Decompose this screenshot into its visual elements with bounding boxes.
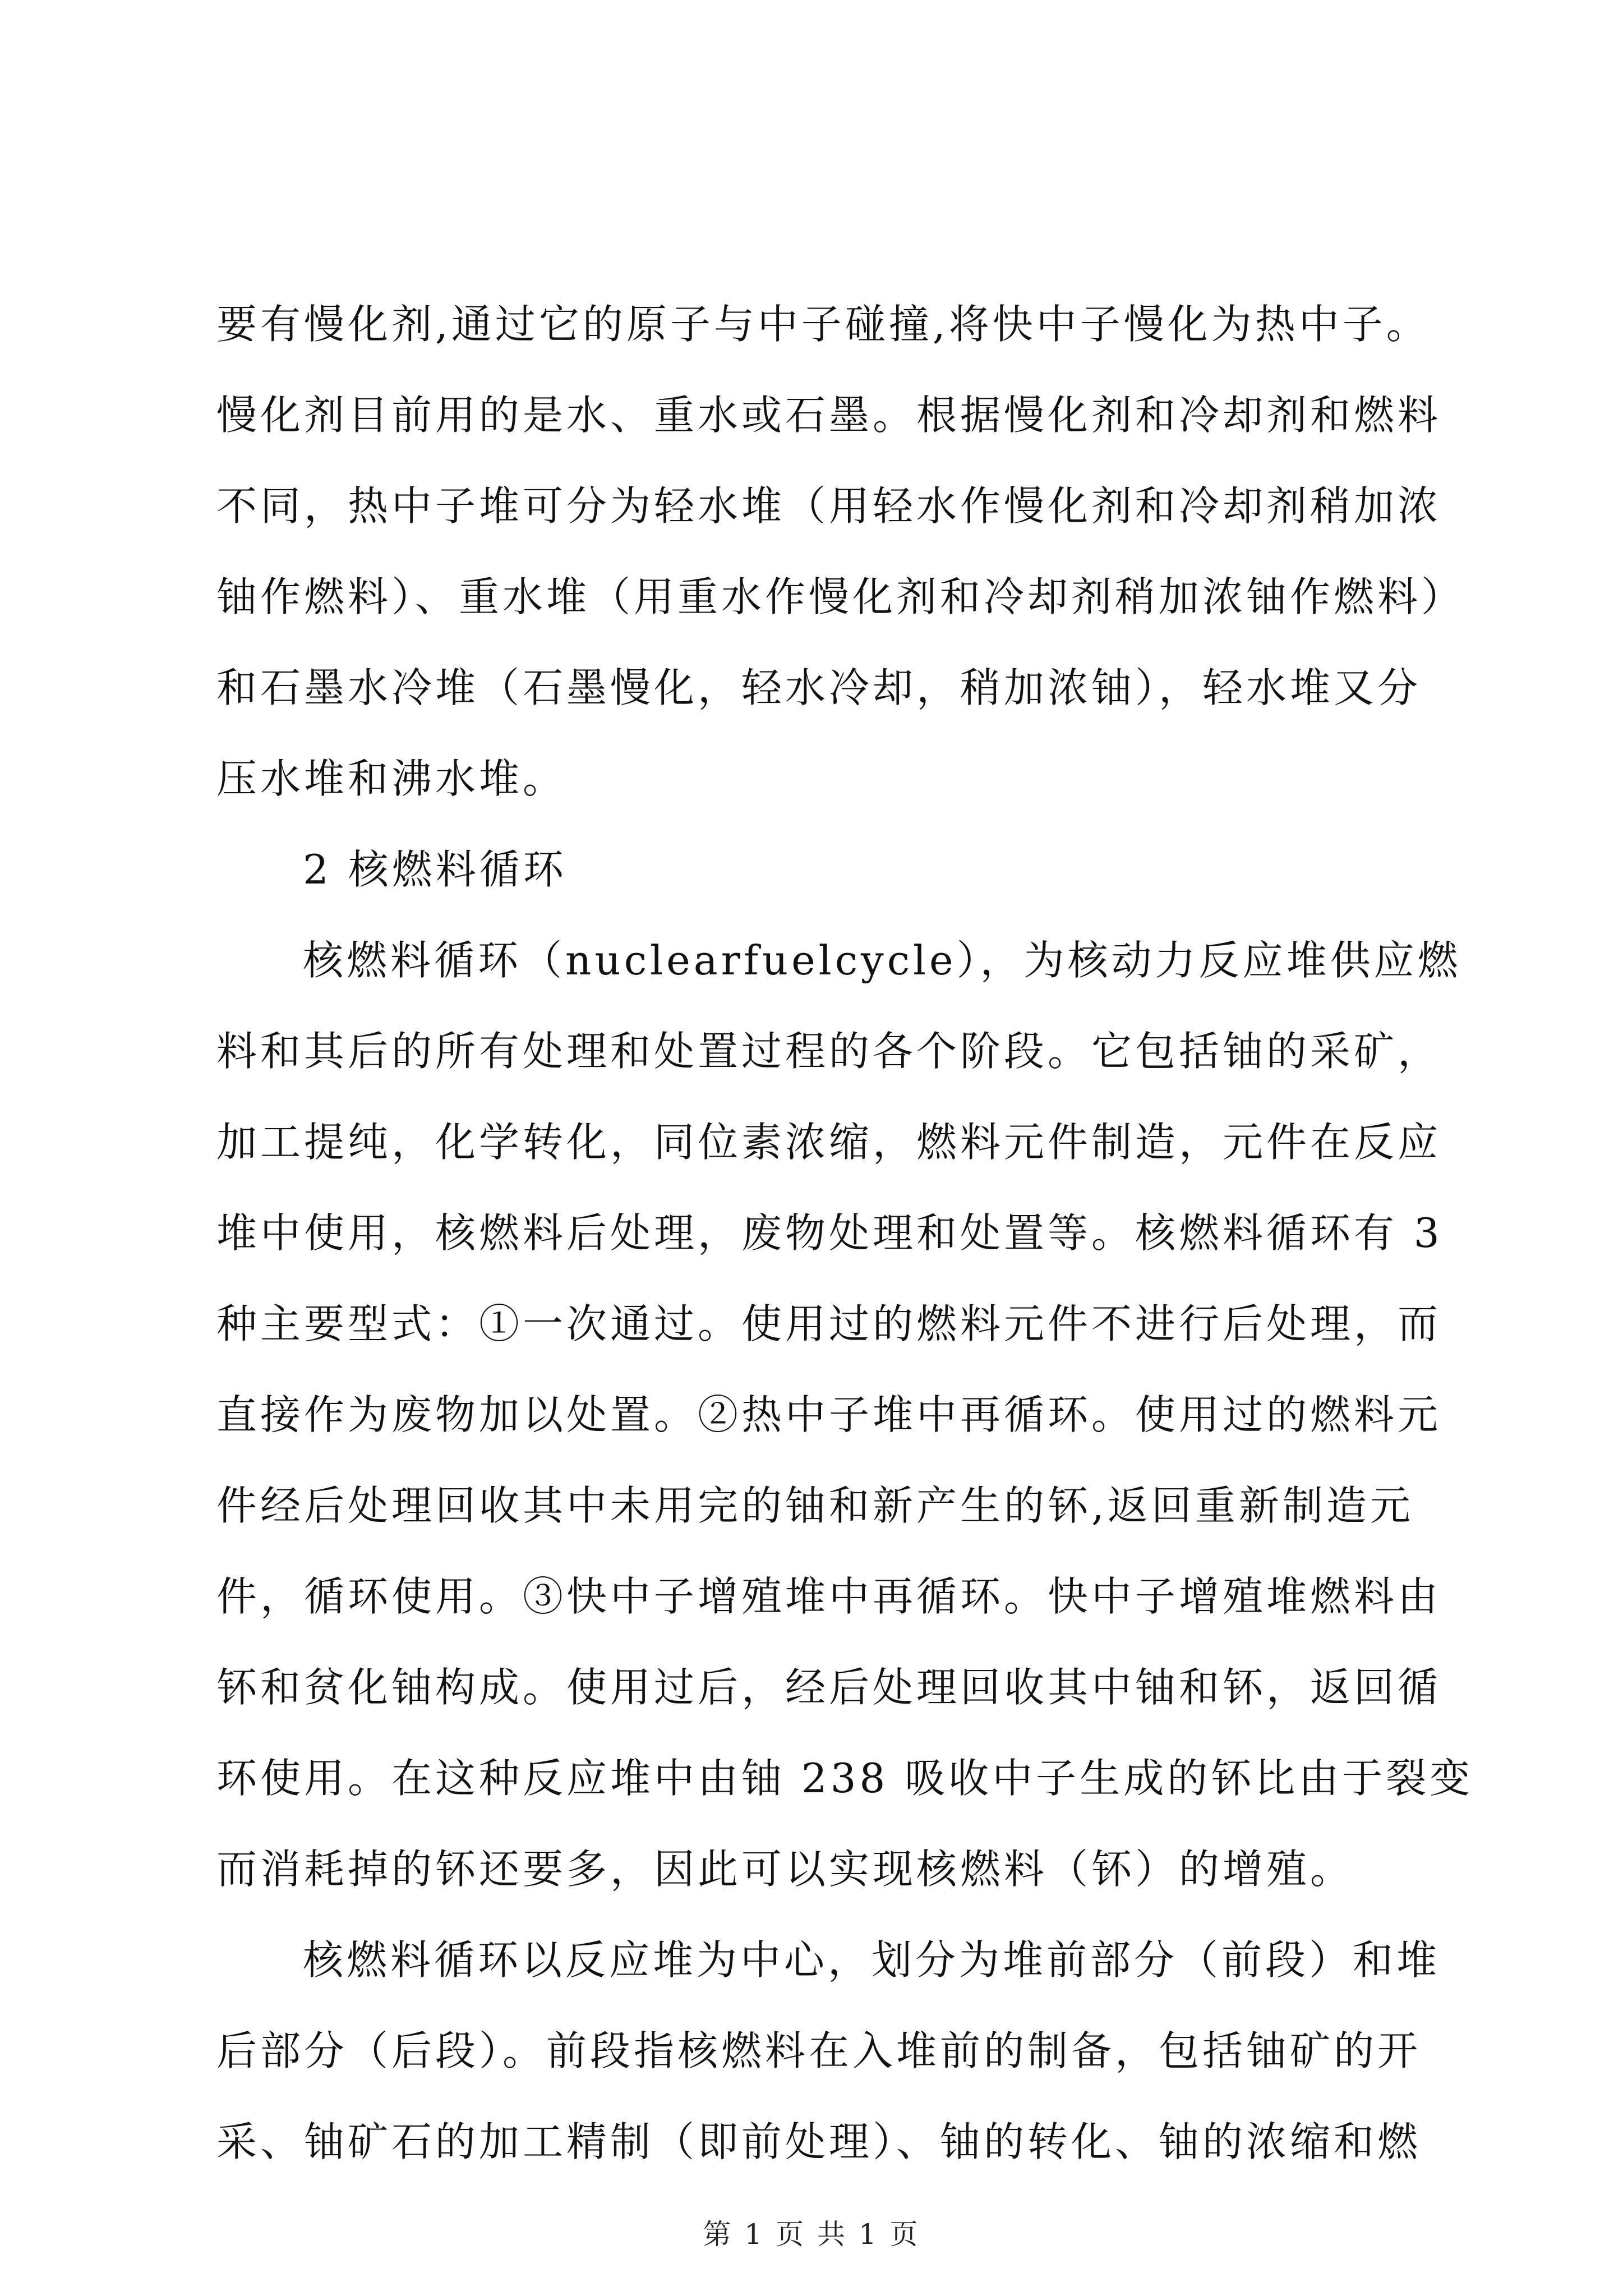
- paragraph-line: 和石墨水冷堆（石墨慢化，轻水冷却，稍加浓铀），轻水堆又分: [216, 664, 1422, 711]
- paragraph-line: 件，循环使用。③快中子增殖堆中再循环。快中子增殖堆燃料由: [216, 1573, 1442, 1620]
- paragraph-line: 料和其后的所有处理和处置过程的各个阶段。它包括铀的采矿，: [216, 1028, 1442, 1075]
- paragraph-line: 钚和贫化铀构成。使用过后，经后处理回收其中铀和钚，返回循: [216, 1664, 1442, 1711]
- paragraph-line: 件经后处理回收其中未用完的铀和新产生的钚,返回重新制造元: [216, 1482, 1414, 1529]
- paragraph-line: 核燃料循环以反应堆为中心，划分为堆前部分（前段）和堆: [303, 1936, 1441, 1984]
- paragraph-line: 加工提纯，化学转化，同位素浓缩，燃料元件制造，元件在反应: [216, 1119, 1442, 1166]
- page-footer: 第 1 页 共 1 页: [703, 2218, 920, 2251]
- paragraph-line: 要有慢化剂,通过它的原子与中子碰撞,将快中子慢化为热中子。: [216, 301, 1430, 348]
- paragraph-line: 种主要型式：①一次通过。使用过的燃料元件不进行后处理，而: [216, 1300, 1442, 1347]
- paragraph-line: 直接作为废物加以处置。②热中子堆中再循环。使用过的燃料元: [216, 1391, 1442, 1438]
- paragraph-line: 不同，热中子堆可分为轻水堆（用轻水作慢化剂和冷却剂稍加浓: [216, 482, 1442, 530]
- paragraph-line: 后部分（后段）。前段指核燃料在入堆前的制备，包括铀矿的开: [216, 2027, 1422, 2074]
- paragraph-line: 压水堆和沸水堆。: [216, 755, 567, 802]
- paragraph-line: 核燃料循环（nuclearfuelcycle），为核动力反应堆供应燃: [303, 937, 1461, 984]
- section-heading: 2 核燃料循环: [303, 846, 567, 893]
- paragraph-line: 采、铀矿石的加工精制（即前处理）、铀的转化、铀的浓缩和燃: [216, 2118, 1422, 2165]
- paragraph-line: 而消耗掉的钚还要多，因此可以实现核燃料（钚）的增殖。: [216, 1846, 1354, 1893]
- paragraph-line: 铀作燃料）、重水堆（用重水作慢化剂和冷却剂稍加浓铀作燃料）: [216, 573, 1465, 620]
- paragraph-line: 堆中使用，核燃料后处理，废物处理和处置等。核燃料循环有 3: [216, 1209, 1443, 1257]
- paragraph-line: 慢化剂目前用的是水、重水或石墨。根据慢化剂和冷却剂和燃料: [216, 392, 1442, 439]
- paragraph-line: 环使用。在这种反应堆中由铀 238 吸收中子生成的钚比由于裂变: [216, 1755, 1474, 1802]
